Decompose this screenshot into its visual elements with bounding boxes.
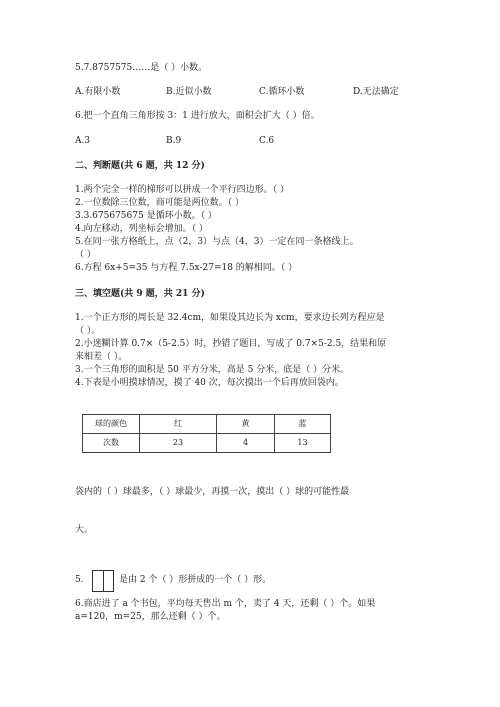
- fill-item: 是由 2 个（ ）形拼成的一个（ ）形。: [119, 575, 272, 585]
- question-5-text: 5.7.8757575……是（ ）小数。: [75, 63, 208, 73]
- fill-item: 4.下表是小明摸球情况，摸了 40 次，每次摸出一个后再放回袋内。: [75, 378, 344, 388]
- judgement-item: 2.一位数除三位数，商可能是两位数。（ ）: [75, 198, 244, 208]
- fill-item: 6.商店进了 a 个书包，平均每天售出 m 个，卖了 4 天，还剩（ ）个。如果: [75, 599, 376, 609]
- fill-item: 袋内的（ ）球最多，（ ）球最少，再摸一次，摸出（ ）球的可能性最: [75, 487, 350, 497]
- option-b: B.近似小数: [166, 87, 212, 97]
- table-cell: 23: [140, 434, 217, 453]
- table-cell: 黄: [217, 415, 275, 434]
- table-cell: 次数: [83, 434, 140, 453]
- section-title: 三、填空题(共 9 题，共 21 分): [75, 289, 205, 299]
- section-title: 二、判断题(共 6 题，共 12 分): [75, 161, 205, 171]
- fill-item: a=120，m=25，那么还剩（ ）个。: [75, 612, 226, 622]
- judgement-item: （ ）: [75, 250, 96, 260]
- fill-item: 2.小迷糊计算 0.7×（5-2.5）时，抄错了题目，写成了 0.7×5-2.5，结果和原: [75, 339, 387, 349]
- option-a: A.3: [75, 136, 91, 146]
- ball-count-table: [82, 414, 331, 453]
- option-b: B.9: [166, 136, 182, 146]
- fill-item: 3.一个三角形的面积是 50 平方分米，高是 5 分米，底是（ ）分米。: [75, 365, 350, 375]
- option-c: C.循环小数: [259, 87, 305, 97]
- fill-item: 1.一个正方形的周长是 32.4cm，如果设其边长为 xcm，要求边长列方程应是: [75, 313, 385, 323]
- option-c: C.6: [259, 136, 275, 146]
- option-d: D.无法确定: [353, 87, 399, 97]
- question-number: 5.: [75, 575, 84, 585]
- table-cell: 13: [275, 434, 331, 453]
- table-header-row: [83, 415, 331, 434]
- question-6-text: 6.把一个直角三角形按 3：1 进行放大，面积会扩大（ ）倍。: [75, 111, 320, 121]
- table-cell: 4: [217, 434, 275, 453]
- figure-divider: [103, 571, 104, 591]
- judgement-item: 6.方程 6x+5=35 与方程 7.5x-27=18 的解相同。（ ）: [75, 263, 298, 273]
- option-a: A.有限小数: [75, 87, 121, 97]
- judgement-item: 4.向左移动，列坐标会增加。（ ）: [75, 224, 208, 234]
- judgement-item: 3.3.675675675 是循环小数。（ ）: [75, 211, 217, 221]
- fill-item: 大。: [75, 525, 94, 535]
- table-cell: 球的颜色: [83, 415, 140, 434]
- judgement-item: 5.在同一张方格纸上，点（2，3）与点（4，3）一定在同一条格线上。: [75, 237, 359, 247]
- fill-item: （ ）。: [75, 326, 101, 336]
- fill-item: 来相差（ ）。: [75, 352, 128, 362]
- table-row: [83, 434, 331, 453]
- judgement-item: 1.两个完全一样的梯形可以拼成一个平行四边形。（ ）: [75, 185, 289, 195]
- table-cell: 蓝: [275, 415, 331, 434]
- table-cell: 红: [140, 415, 217, 434]
- two-rectangles-figure: [92, 570, 114, 592]
